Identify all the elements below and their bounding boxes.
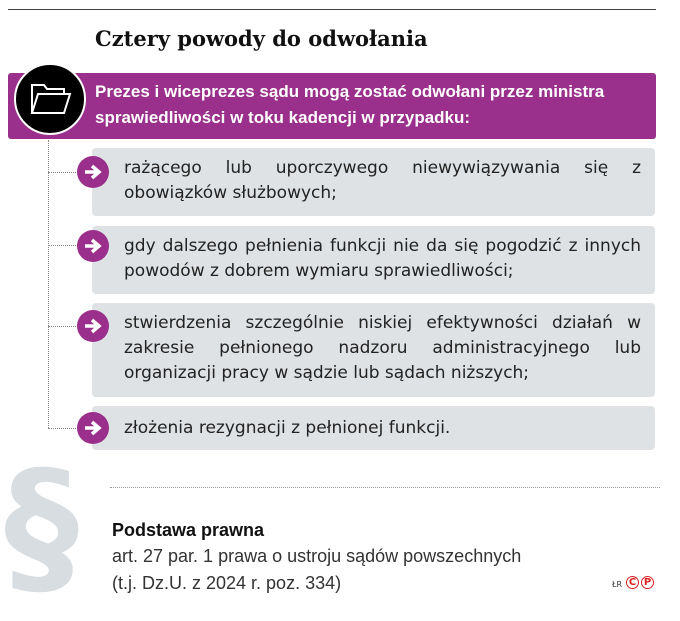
page-title: Cztery powody do odwołania [95,26,428,51]
connector-line [48,140,49,428]
reason-text: stwierdzenia szczególnie niskiej efektywności działań w zakresie pełnionego nadzoru administracyjnego lub organizacji pracy w sądzie lub sądach niższych; [124,313,641,383]
separator [110,487,660,488]
paragraph-icon: § [4,440,79,614]
reason-item [92,406,655,450]
copyright-icon: C [626,576,639,589]
arrow-right-icon [77,230,109,262]
reason-text: rażącego lub uporczywego niewywiązywania się z obowiązków służbowych; [124,158,641,203]
folder-icon [14,63,86,135]
arrow-right-icon [77,412,109,444]
publisher-icon: P [641,576,654,589]
reason-item [92,226,655,294]
legal-line: (t.j. Dz.U. z 2024 r. poz. 334) [112,573,342,593]
arrow-right-icon [77,310,109,342]
arrow-right-icon [77,156,109,188]
legal-line: art. 27 par. 1 prawa o ustroju sądów powszechnych [112,546,522,566]
author-credit: ŁR [612,580,623,589]
reason-item [92,303,655,397]
reason-text: gdy dalszego pełnienia funkcji nie da się pogodzić z innych powodów z dobrem wymiaru sprawiedliwości; [124,236,641,281]
legal-heading: Podstawa prawna [112,520,265,540]
top-rule [8,9,656,10]
reason-text: złożenia rezygnacji z pełnionej funkcji. [124,418,451,438]
reason-item [92,148,655,216]
banner-text: Prezes i wiceprezes sądu mogą zostać odwołani przez ministra sprawiedliwości w toku kadencji w przypadku: [95,82,605,127]
